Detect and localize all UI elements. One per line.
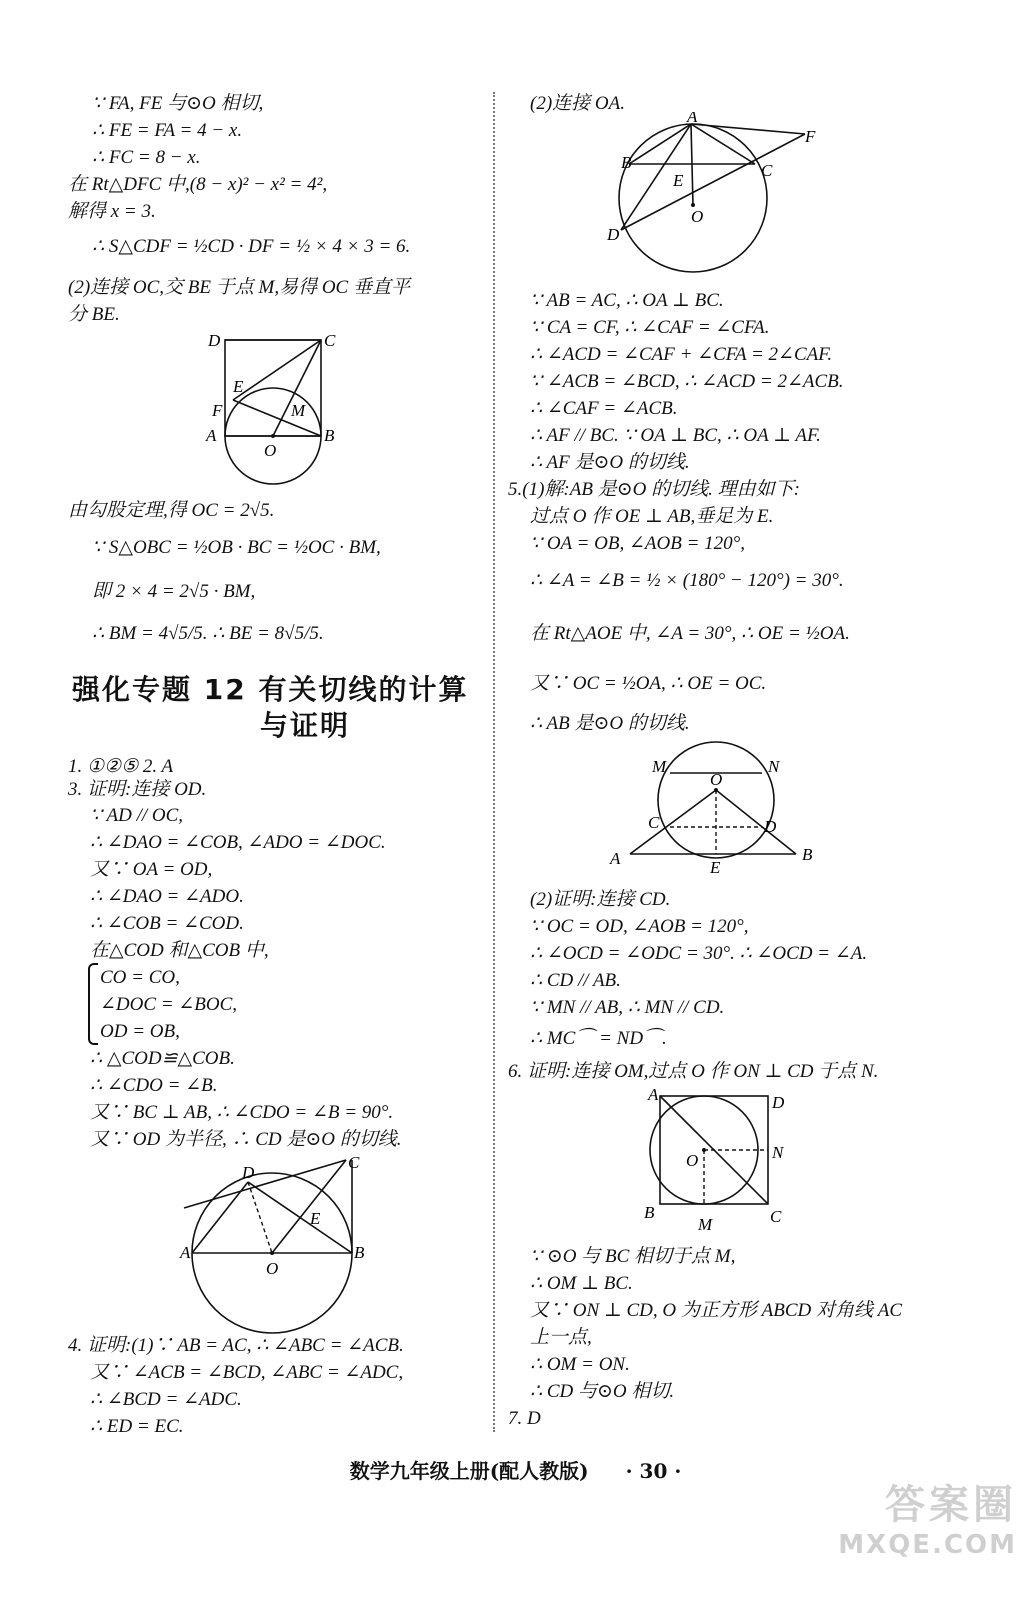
label-M: M [291,401,306,420]
label-M: M [698,1215,713,1234]
text-line: ∴ BM = 4√5/5. ∴ BE = 8√5/5. [92,623,324,644]
text-line: ∴ ∠CDO = ∠B. [90,1075,218,1096]
label-A: A [648,1085,659,1104]
text-line: ∴ ∠DAO = ∠COB, ∠ADO = ∠DOC. [90,832,386,853]
figure-square-diagonal [640,1084,800,1234]
label-B: B [621,153,632,172]
text-line: 在 Rt△DFC 中,(8 − x)² − x² = 4², [68,174,328,195]
label-C: C [348,1153,360,1172]
label-O: O [266,1259,279,1278]
text-line: 由勾股定理,得 OC = 2√5. [68,500,275,521]
footer-title: 数学九年级上册(配人教版) [349,1459,589,1483]
label-D: D [208,331,221,350]
label-N: N [772,1143,784,1162]
text-line: ∴ OM = ON. [530,1354,630,1375]
label-B: B [354,1243,365,1262]
text-line: ∵ S△OBC = ½OB · BC = ½OC · BM, [92,537,381,558]
text-line: 即 2 × 4 = 2√5 · BM, [92,581,256,602]
label-B: B [644,1203,655,1222]
text-line: ∴ ∠BCD = ∠ADC. [90,1389,242,1410]
text-line: 又∵ OD 为半径, ∴ CD 是⊙O 的切线. [90,1129,402,1150]
text-line: ∴ S△CDF = ½CD · DF = ½ × 4 × 3 = 6. [92,236,411,257]
text-line: ∵ MN // AB, ∴ MN // CD. [530,997,725,1018]
watermark [838,1473,1017,1560]
text-line: CO = CO, [100,967,180,988]
text-line: (2)连接 OC,交 BE 于点 M,易得 OC 垂直平 [68,277,410,298]
text-line: ∵ ⊙O 与 BC 相切于点 M, [530,1246,736,1267]
label-A: A [610,849,621,868]
label-A: A [687,112,698,126]
text-line: 3. 证明:连接 OD. [68,779,207,800]
section-heading-line2: 与证明 [260,709,351,742]
label-M: M [652,757,667,776]
page-number: · 30 · [625,1459,682,1483]
label-C: C [770,1207,782,1226]
text-line: ∴ AB 是⊙O 的切线. [530,713,690,734]
label-O: O [686,1151,699,1170]
text-line: 过点 O 作 OE ⊥ AB,垂足为 E. [530,506,774,527]
text-line: ∴ ∠A = ∠B = ½ × (180° − 120°) = 30°. [530,570,844,591]
label-E: E [310,1209,321,1228]
text-line: ∴ CD 与⊙O 相切. [530,1381,675,1402]
text-line: 又∵ ∠ACB = ∠BCD, ∠ABC = ∠ADC, [90,1362,404,1383]
text-line: 在△COD 和△COB 中, [90,940,269,961]
text-line: 4. 证明:(1)∵ AB = AC, ∴ ∠ABC = ∠ACB. [68,1335,404,1356]
text-line: ∵ FA, FE 与⊙O 相切, [92,93,264,114]
label-D: D [242,1163,255,1182]
label-E: E [233,377,244,396]
text-line: OD = OB, [100,1021,180,1042]
label-A: A [180,1243,191,1262]
text-line: 分 BE. [68,304,120,325]
label-D: D [607,225,620,244]
label-B: B [324,426,335,445]
label-O: O [710,770,723,789]
text-line: 又∵ OA = OD, [90,859,213,880]
watermark-title: 答案圈 [885,1482,1017,1528]
text-line: 又∵ BC ⊥ AB, ∴ ∠CDO = ∠B = 90°. [90,1102,394,1123]
text-line: 又∵ ON ⊥ CD, O 为正方形 ABCD 对角线 AC [530,1300,903,1321]
text-line: ∴ OM ⊥ BC. [530,1273,633,1294]
text-line: ∴ ∠DAO = ∠ADO. [90,886,244,907]
text-line: 上一点, [530,1327,592,1348]
section-heading: 强化专题 12 有关切线的计算 [72,673,469,706]
text-line: 6. 证明:连接 OM,过点 O 作 ON ⊥ CD 于点 N. [508,1061,879,1082]
label-O: O [264,441,277,460]
text-line: ∴ ∠COB = ∠COD. [90,913,244,934]
text-line: ∵ CA = CF, ∴ ∠CAF = ∠CFA. [530,317,770,338]
text-line: ∴ ∠OCD = ∠ODC = 30°. ∴ ∠OCD = ∠A. [530,943,868,964]
text-line: 7. D [508,1408,541,1429]
text-line: ∴ MC⌒ = ND⌒. [530,1028,667,1049]
label-A: A [206,426,217,445]
text-line: ∴ AF 是⊙O 的切线. [530,452,690,473]
text-line: ∵ ∠ACB = ∠BCD, ∴ ∠ACD = 2∠ACB. [530,371,844,392]
label-C: C [324,331,336,350]
text-line: ∵ AD // OC, [90,805,184,826]
text-line: ∠DOC = ∠BOC, [100,994,238,1015]
label-N: N [768,757,780,776]
column-divider [493,92,495,1432]
text-line: ∴ FC = 8 − x. [92,147,201,168]
label-E: E [673,171,684,190]
label-O: O [691,207,704,226]
text-line: ∴ ED = EC. [90,1416,184,1437]
text-line: ∴ AF // BC. ∵ OA ⊥ BC, ∴ OA ⊥ AF. [530,425,821,446]
label-B: B [802,845,813,864]
text-line: 5.(1)解:AB 是⊙O 的切线. 理由如下: [508,479,800,500]
text-line: 1. ①②⑤ 2. A [68,756,174,777]
text-line: 解得 x = 3. [68,201,156,222]
label-C: C [648,813,660,832]
text-line: ∴ △COD≌△COB. [90,1048,235,1069]
text-line: ∴ ∠ACD = ∠CAF + ∠CFA = 2∠CAF. [530,344,833,365]
system-brace [88,963,98,1045]
text-line: (2)证明:连接 CD. [530,889,671,910]
text-line: ∴ CD // AB. [530,970,621,991]
text-line: ∵ OC = OD, ∠AOB = 120°, [530,916,749,937]
text-line: ∴ ∠CAF = ∠ACB. [530,398,678,419]
label-F: F [212,401,223,420]
text-line: ∴ FE = FA = 4 − x. [92,120,243,141]
label-C: C [761,161,773,180]
figure-circle-tangent-AF [605,112,835,282]
label-F: F [805,127,816,146]
figure-semicircle-tangent [176,1150,376,1340]
figure-circle-triangle [600,740,830,880]
text-line: (2)连接 OA. [530,93,625,114]
text-line: ∵ AB = AC, ∴ OA ⊥ BC. [530,290,724,311]
text-line: 又∵ OC = ½OA, ∴ OE = OC. [530,673,767,694]
label-D: D [764,817,777,836]
text-line: ∵ OA = OB, ∠AOB = 120°, [530,533,745,554]
watermark-url: MXQE.COM [838,1530,1017,1560]
label-E: E [710,858,721,877]
label-D: D [772,1093,785,1112]
text-line: 在 Rt△AOE 中, ∠A = 30°, ∴ OE = ½OA. [530,623,850,644]
figure-square-circle [198,326,348,496]
